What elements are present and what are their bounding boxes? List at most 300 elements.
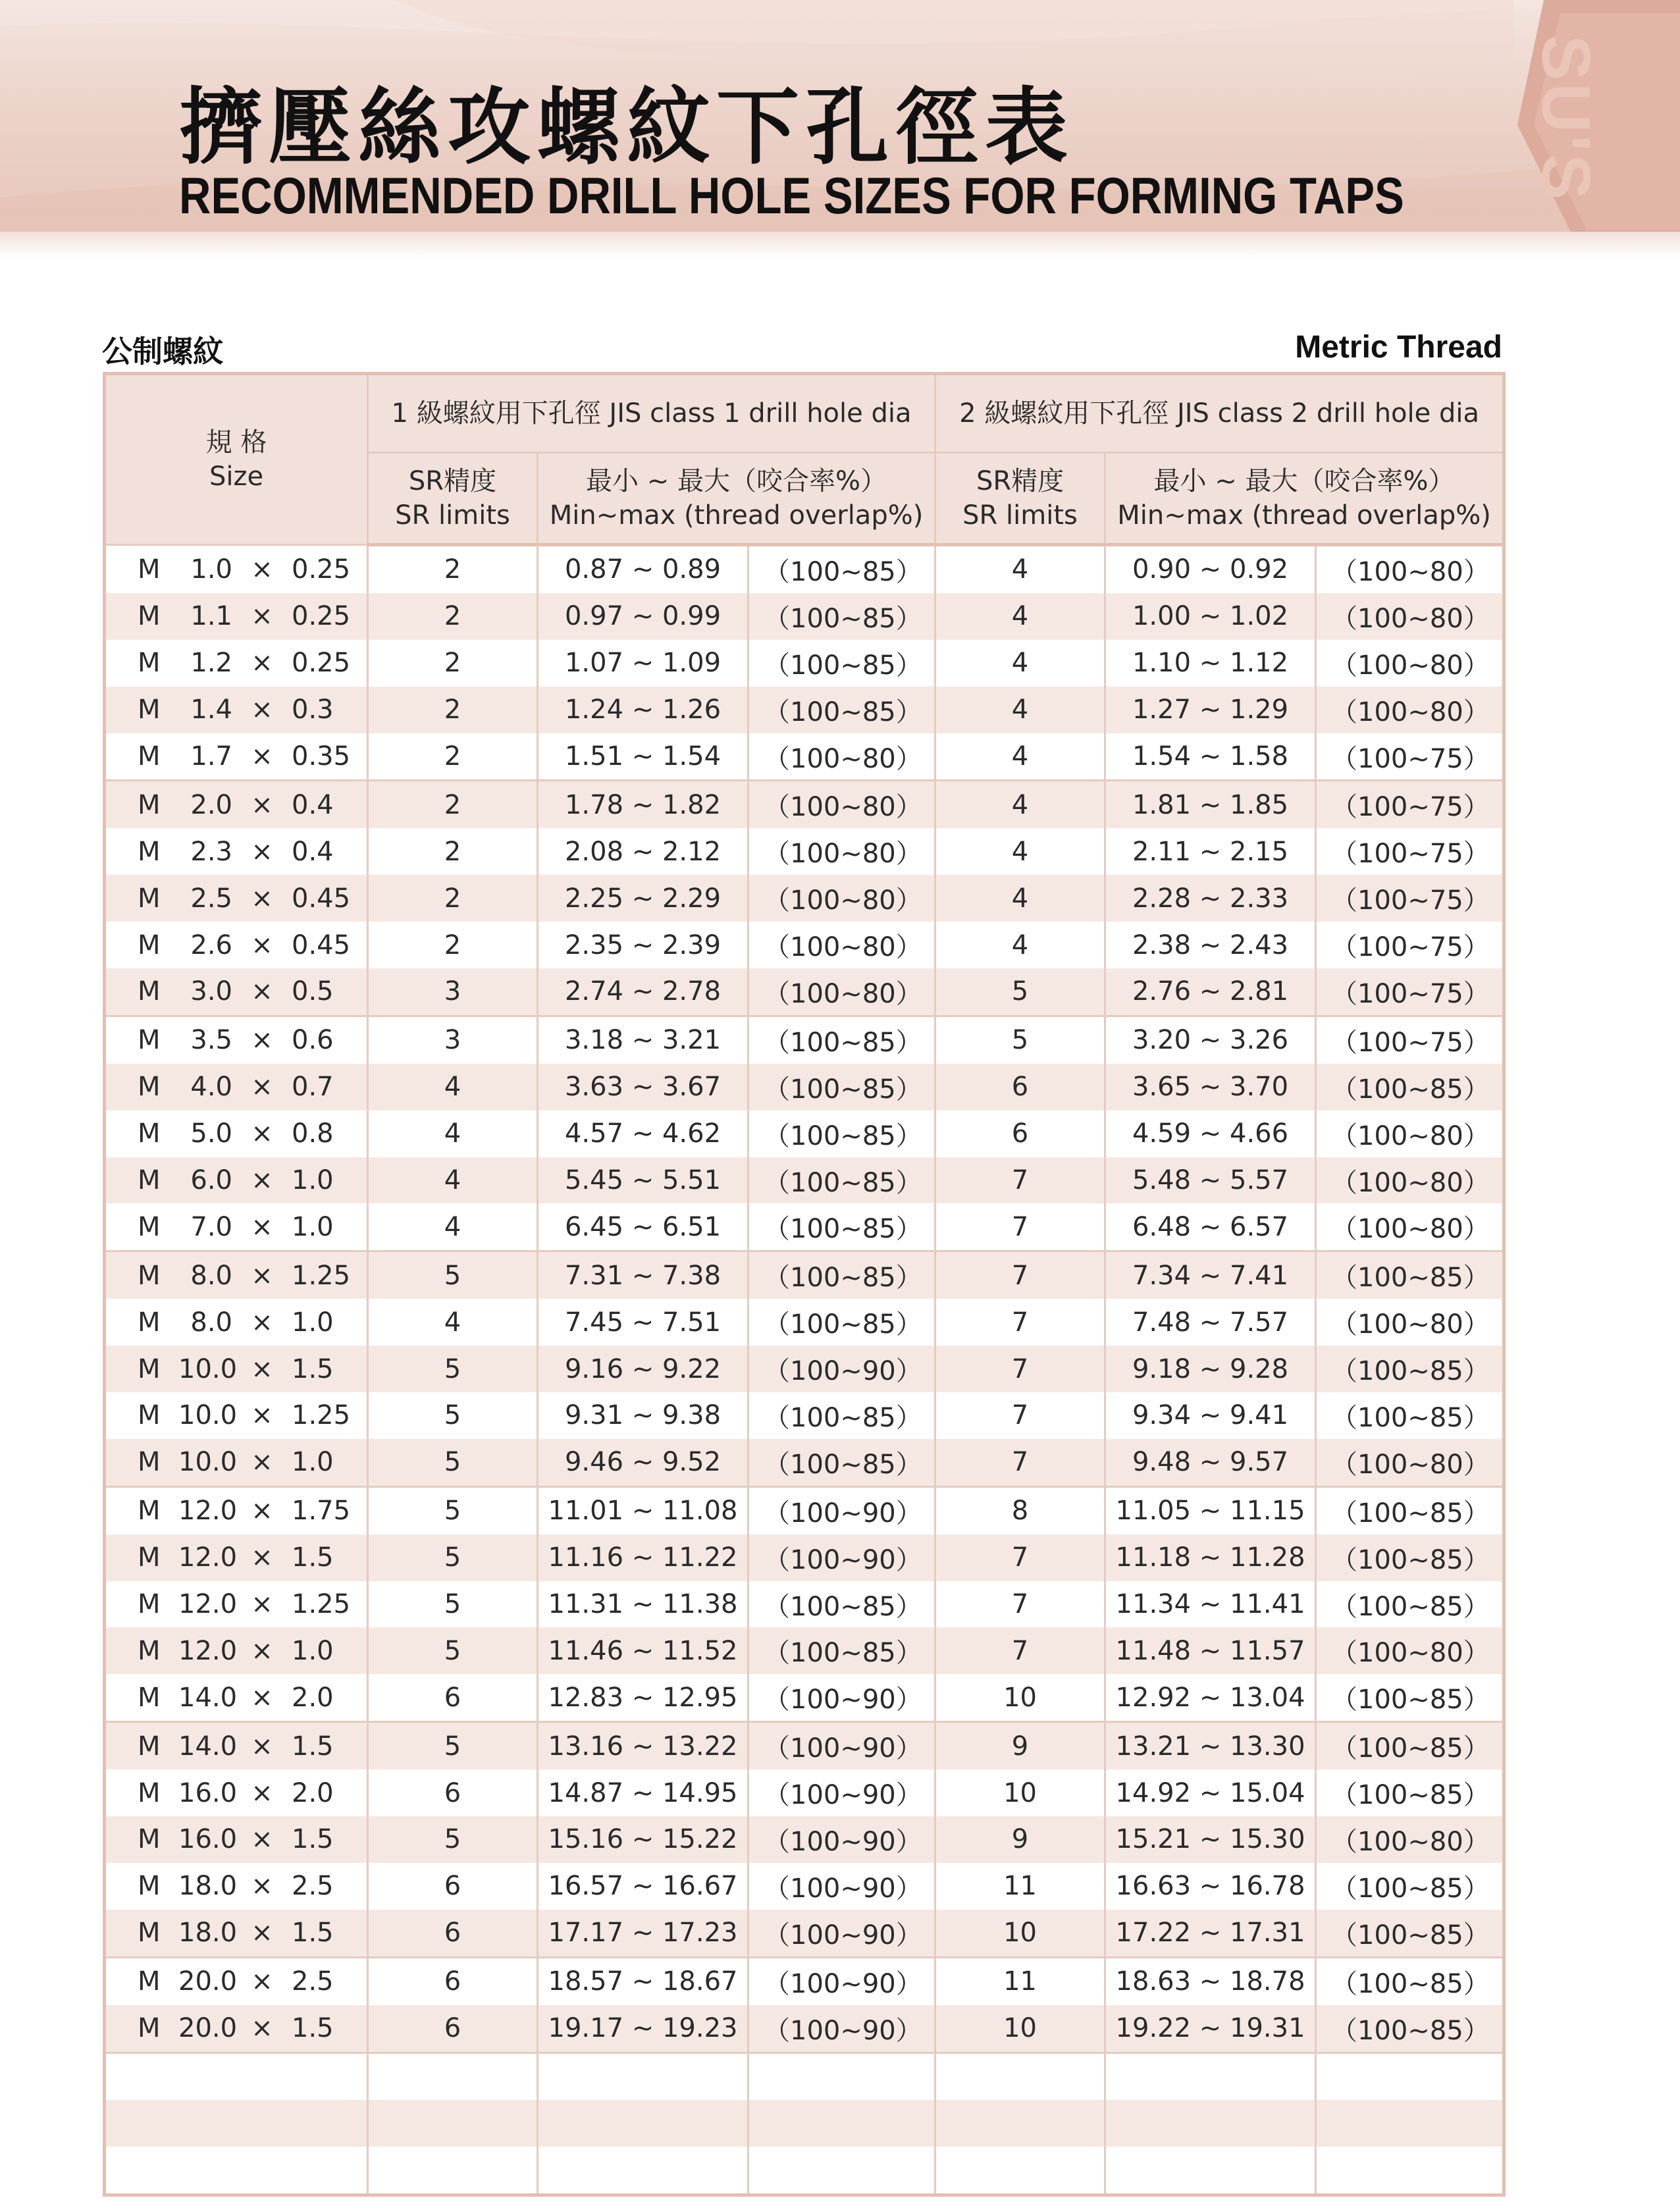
size-cell (105, 1016, 368, 1063)
overlap1-cell: （100~85） (748, 1627, 935, 1674)
range2-cell: 11.48 ~ 11.57 (1105, 1627, 1316, 1674)
range2-cell: 2.76 ~ 2.81 (1105, 968, 1316, 1016)
size-diameter: 4.0 (190, 1072, 232, 1103)
size-pitch: 0.6 (292, 1025, 334, 1056)
sr2-cell: 10 (935, 1769, 1105, 1816)
size-times: × (251, 1260, 273, 1291)
size-prefix: M (138, 1165, 161, 1196)
table-row (105, 1486, 1504, 1534)
sr1-cell: 6 (368, 1769, 538, 1816)
size-pitch: 1.0 (292, 1307, 334, 1338)
range1-cell: 6.45 ~ 6.51 (538, 1203, 748, 1251)
range1-cell: 7.31 ~ 7.38 (538, 1251, 748, 1299)
overlap2-cell: （100~80） (1316, 687, 1504, 733)
size-diameter: 1.7 (190, 741, 232, 772)
empty-cell (748, 2100, 935, 2147)
sr1-cell: 2 (368, 875, 538, 922)
size-cell (105, 968, 368, 1016)
overlap1-cell: （100~85） (748, 640, 935, 687)
sr1-cell: 3 (368, 968, 538, 1016)
size-prefix: M (138, 1072, 161, 1103)
size-cell (105, 1674, 368, 1721)
table-row (105, 781, 1504, 828)
range2-cell: 11.05 ~ 11.15 (1105, 1486, 1316, 1534)
sr2-cell: 7 (935, 1299, 1105, 1346)
overlap2-cell: （100~85） (1316, 1722, 1504, 1769)
overlap2-cell: （100~85） (1316, 1910, 1504, 1957)
sr2-cell: 10 (935, 2005, 1105, 2053)
range1-cell: 0.87 ~ 0.89 (538, 545, 748, 593)
size-pitch: 0.5 (292, 976, 334, 1007)
size-diameter: 8.0 (190, 1307, 232, 1338)
overlap2-cell: （100~85） (1316, 1769, 1504, 1816)
sr1-cell: 5 (368, 1816, 538, 1863)
overlap1-cell: （100~90） (748, 1674, 935, 1721)
size-cell (105, 1064, 368, 1111)
table-row (105, 1910, 1504, 1957)
sr1-cell: 4 (368, 1203, 538, 1251)
size-prefix: M (138, 976, 161, 1007)
empty-cell (105, 2147, 368, 2195)
empty-cell (368, 2053, 538, 2100)
size-cell (105, 545, 368, 593)
overlap2-cell: （100~80） (1316, 1439, 1504, 1486)
overlap2-cell: （100~75） (1316, 733, 1504, 781)
size-prefix: M (138, 1824, 161, 1855)
size-times: × (251, 1918, 273, 1949)
size-times: × (251, 694, 273, 725)
range2-cell: 6.48 ~ 6.57 (1105, 1203, 1316, 1251)
overlap1-cell: （100~85） (748, 593, 935, 640)
range1-cell: 9.46 ~ 9.52 (538, 1439, 748, 1486)
range2-cell: 7.34 ~ 7.41 (1105, 1251, 1316, 1299)
size-cell (105, 1299, 368, 1346)
overlap1-cell: （100~80） (748, 922, 935, 968)
sr2-cell: 11 (935, 1863, 1105, 1910)
range2-cell: 17.22 ~ 17.31 (1105, 1910, 1316, 1957)
size-times: × (251, 1447, 273, 1478)
size-times: × (251, 836, 273, 867)
size-pitch: 0.8 (292, 1118, 334, 1149)
size-cell (105, 875, 368, 922)
overlap2-cell: （100~75） (1316, 828, 1504, 875)
table-row (105, 1203, 1504, 1251)
size-times: × (251, 976, 273, 1007)
overlap1-cell: （100~85） (748, 1251, 935, 1299)
size-cell (105, 1769, 368, 1816)
table-row (105, 1957, 1504, 2004)
size-pitch: 1.5 (292, 1353, 334, 1384)
sr2-cell: 7 (935, 1392, 1105, 1439)
range1-cell: 5.45 ~ 5.51 (538, 1157, 748, 1204)
range1-cell: 9.16 ~ 9.22 (538, 1346, 748, 1392)
size-diameter: 2.5 (190, 883, 232, 914)
range2-cell: 2.11 ~ 2.15 (1105, 828, 1316, 875)
size-times: × (251, 1165, 273, 1196)
range1-cell: 2.08 ~ 2.12 (538, 828, 748, 875)
sr2-cell: 4 (935, 687, 1105, 733)
empty-cell (105, 2100, 368, 2147)
size-prefix: M (138, 1211, 161, 1242)
range1-cell: 15.16 ~ 15.22 (538, 1816, 748, 1863)
size-cell (105, 1203, 368, 1251)
sr2-cell: 6 (935, 1111, 1105, 1157)
range2-cell: 16.63 ~ 16.78 (1105, 1863, 1316, 1910)
size-cell (105, 781, 368, 828)
empty-cell (368, 2100, 538, 2147)
size-prefix: M (138, 1400, 161, 1431)
overlap1-cell: （100~90） (748, 1534, 935, 1581)
overlap2-cell: （100~75） (1316, 875, 1504, 922)
class2-header: 2 級螺紋用下孔徑 JIS class 2 drill hole dia (935, 374, 1504, 453)
range1-cell: 11.46 ~ 11.52 (538, 1627, 748, 1674)
size-diameter: 2.6 (190, 930, 232, 960)
size-prefix: M (138, 1682, 161, 1713)
size-cell (105, 640, 368, 687)
empty-cell (1316, 2100, 1504, 2147)
range1-cell: 17.17 ~ 17.23 (538, 1910, 748, 1957)
range1-cell: 2.25 ~ 2.29 (538, 875, 748, 922)
range1-cell: 18.57 ~ 18.67 (538, 1957, 748, 2004)
empty-cell (1105, 2100, 1316, 2147)
size-prefix: M (138, 1918, 161, 1949)
size-times: × (251, 741, 273, 772)
size-pitch: 2.5 (292, 1871, 334, 1902)
overlap1-cell: （100~90） (748, 1486, 935, 1534)
size-diameter: 2.0 (190, 789, 232, 820)
range2-cell: 12.92 ~ 13.04 (1105, 1674, 1316, 1721)
sr1-cell: 2 (368, 733, 538, 781)
range2-cell: 2.38 ~ 2.43 (1105, 922, 1316, 968)
table-row (105, 1863, 1504, 1910)
size-pitch: 1.5 (292, 1731, 334, 1762)
size-diameter: 2.3 (190, 836, 232, 867)
size-diameter: 14.0 (178, 1731, 238, 1762)
range1-cell: 1.51 ~ 1.54 (538, 733, 748, 781)
size-diameter: 1.0 (190, 554, 232, 585)
overlap2-cell: （100~85） (1316, 1346, 1504, 1392)
size-pitch: 1.25 (292, 1400, 351, 1431)
sr2-cell: 7 (935, 1346, 1105, 1392)
empty-cell (935, 2147, 1105, 2195)
size-diameter: 1.4 (190, 694, 232, 725)
size-header-cn: 規 格 (205, 427, 267, 458)
size-prefix: M (138, 789, 161, 820)
range2-cell: 1.81 ~ 1.85 (1105, 781, 1316, 828)
size-prefix: M (138, 554, 161, 585)
overlap2-cell: （100~80） (1316, 1203, 1504, 1251)
size-pitch: 0.3 (292, 694, 334, 725)
size-pitch: 0.4 (292, 789, 334, 820)
overlap2-cell: （100~75） (1316, 922, 1504, 968)
empty-cell (935, 2053, 1105, 2100)
size-cell (105, 1251, 368, 1299)
sr1-cell: 2 (368, 781, 538, 828)
size-pitch: 1.5 (292, 1918, 334, 1949)
overlap2-cell: （100~85） (1316, 1863, 1504, 1910)
empty-cell (748, 2053, 935, 2100)
sr1-cell: 4 (368, 1064, 538, 1111)
size-times: × (251, 1353, 273, 1384)
table-row (105, 2005, 1504, 2053)
size-cell (105, 1816, 368, 1863)
sr2-cell: 7 (935, 1157, 1105, 1204)
range1-cell: 2.74 ~ 2.78 (538, 968, 748, 1016)
overlap2-cell: （100~80） (1316, 640, 1504, 687)
overlap1-cell: （100~90） (748, 1769, 935, 1816)
range1-cell: 9.31 ~ 9.38 (538, 1392, 748, 1439)
range1-cell: 19.17 ~ 19.23 (538, 2005, 748, 2053)
sr1-cell: 2 (368, 593, 538, 640)
empty-cell (538, 2147, 748, 2195)
sr2-cell: 4 (935, 545, 1105, 593)
range2-cell: 7.48 ~ 7.57 (1105, 1299, 1316, 1346)
size-pitch: 1.25 (292, 1589, 351, 1620)
range1-cell: 1.24 ~ 1.26 (538, 687, 748, 733)
table-row (105, 593, 1504, 640)
size-cell (105, 1722, 368, 1769)
overlap2-cell: （100~80） (1316, 1111, 1504, 1157)
size-pitch: 2.5 (292, 1966, 334, 1997)
empty-cell (935, 2100, 1105, 2147)
size-times: × (251, 1966, 273, 1997)
size-diameter: 20.0 (178, 1966, 238, 1997)
table-row (105, 1392, 1504, 1439)
table-row (105, 1769, 1504, 1816)
size-pitch: 1.25 (292, 1260, 351, 1291)
size-diameter: 1.2 (190, 648, 232, 679)
sr-header-en: SR limits (395, 500, 510, 531)
overlap1-cell: （100~85） (748, 1064, 935, 1111)
sr1-cell: 2 (368, 640, 538, 687)
size-pitch: 1.5 (292, 2013, 334, 2044)
size-times: × (251, 1400, 273, 1431)
size-diameter: 12.0 (178, 1496, 238, 1527)
size-times: × (251, 789, 273, 820)
sr1-cell: 6 (368, 1957, 538, 2004)
overlap1-cell: （100~85） (748, 1016, 935, 1063)
size-pitch: 1.0 (292, 1447, 334, 1478)
overlap1-cell: （100~85） (748, 1157, 935, 1204)
size-diameter: 18.0 (178, 1871, 238, 1902)
size-diameter: 3.5 (190, 1025, 232, 1056)
range2-cell: 1.10 ~ 1.12 (1105, 640, 1316, 687)
sr2-cell: 9 (935, 1722, 1105, 1769)
range1-cell: 12.83 ~ 12.95 (538, 1674, 748, 1721)
sr1-cell: 2 (368, 922, 538, 968)
size-prefix: M (138, 1353, 161, 1384)
page-title-english: RECOMMENDED DRILL HOLE SIZES FOR FORMING TAPS (179, 167, 1404, 224)
size-diameter: 8.0 (190, 1260, 232, 1291)
size-diameter: 16.0 (178, 1777, 238, 1808)
empty-cell (368, 2147, 538, 2195)
size-pitch: 1.0 (292, 1635, 334, 1666)
sr1-cell: 5 (368, 1392, 538, 1439)
size-cell (105, 1910, 368, 1957)
range2-cell: 19.22 ~ 19.31 (1105, 2005, 1316, 2053)
sr1-cell: 2 (368, 545, 538, 593)
overlap1-cell: （100~90） (748, 2005, 935, 2053)
size-pitch: 0.45 (292, 930, 351, 960)
size-diameter: 7.0 (190, 1211, 232, 1242)
sr1-cell: 5 (368, 1439, 538, 1486)
range-header-cn: 最小 ~ 最大（咬合率%） (1153, 466, 1455, 496)
size-prefix: M (138, 930, 161, 960)
size-cell (105, 1392, 368, 1439)
size-cell (105, 1863, 368, 1910)
size-cell (105, 733, 368, 781)
sr1-cell: 5 (368, 1534, 538, 1581)
size-times: × (251, 1731, 273, 1762)
range1-cell: 16.57 ~ 16.67 (538, 1863, 748, 1910)
size-pitch: 2.0 (292, 1777, 334, 1808)
range-header-en: Min~max (thread overlap%) (549, 500, 924, 531)
table-row (105, 922, 1504, 968)
size-prefix: M (138, 648, 161, 679)
banner-fade (0, 232, 1680, 258)
size-cell (105, 1439, 368, 1486)
empty-cell (538, 2100, 748, 2147)
range-header-cn: 最小 ~ 最大（咬合率%） (586, 466, 887, 496)
table-row (105, 1064, 1504, 1111)
sr2-cell: 4 (935, 828, 1105, 875)
size-cell (105, 1627, 368, 1674)
size-diameter: 3.0 (190, 976, 232, 1007)
size-prefix: M (138, 1118, 161, 1149)
size-times: × (251, 930, 273, 960)
sr1-cell: 4 (368, 1299, 538, 1346)
empty-row (105, 2147, 1504, 2195)
range1-cell: 4.57 ~ 4.62 (538, 1111, 748, 1157)
empty-cell (1316, 2147, 1504, 2195)
size-cell (105, 687, 368, 733)
range2-cell: 9.18 ~ 9.28 (1105, 1346, 1316, 1392)
size-prefix: M (138, 2013, 161, 2044)
sr2-cell: 7 (935, 1203, 1105, 1251)
range2-cell: 3.65 ~ 3.70 (1105, 1064, 1316, 1111)
table-row (105, 1581, 1504, 1628)
range2-cell: 15.21 ~ 15.30 (1105, 1816, 1316, 1863)
size-pitch: 0.25 (292, 554, 351, 585)
size-diameter: 6.0 (190, 1165, 232, 1196)
size-diameter: 5.0 (190, 1118, 232, 1149)
range-header-class1 (538, 453, 935, 545)
range2-cell: 14.92 ~ 15.04 (1105, 1769, 1316, 1816)
size-diameter: 10.0 (178, 1447, 238, 1478)
overlap2-cell: （100~85） (1316, 1251, 1504, 1299)
range-header-en: Min~max (thread overlap%) (1117, 500, 1491, 531)
sr-header-cn: SR精度 (976, 466, 1064, 496)
size-pitch: 1.75 (292, 1496, 351, 1527)
range1-cell: 13.16 ~ 13.22 (538, 1722, 748, 1769)
overlap1-cell: （100~90） (748, 1816, 935, 1863)
size-pitch: 0.7 (292, 1072, 334, 1103)
size-pitch: 2.0 (292, 1682, 334, 1713)
overlap2-cell: （100~85） (1316, 1392, 1504, 1439)
sr2-cell: 4 (935, 733, 1105, 781)
range2-cell: 9.48 ~ 9.57 (1105, 1439, 1316, 1486)
sr2-cell: 4 (935, 922, 1105, 968)
sr2-cell: 5 (935, 968, 1105, 1016)
size-times: × (251, 1824, 273, 1855)
empty-cell (1105, 2053, 1316, 2100)
overlap1-cell: （100~80） (748, 781, 935, 828)
range2-cell: 0.90 ~ 0.92 (1105, 545, 1316, 593)
sr-header-class2 (935, 453, 1105, 545)
table-row (105, 687, 1504, 733)
size-pitch: 1.0 (292, 1211, 334, 1242)
size-prefix: M (138, 1260, 161, 1291)
sr2-cell: 7 (935, 1581, 1105, 1628)
range1-cell: 1.78 ~ 1.82 (538, 781, 748, 828)
size-pitch: 0.25 (292, 601, 351, 632)
sr2-cell: 9 (935, 1816, 1105, 1863)
drill-size-table (103, 372, 1506, 2197)
empty-cell (748, 2147, 935, 2195)
sr1-cell: 6 (368, 2005, 538, 2053)
sr2-cell: 10 (935, 1674, 1105, 1721)
overlap1-cell: （100~90） (748, 1957, 935, 2004)
size-diameter: 12.0 (178, 1589, 238, 1620)
sr2-cell: 6 (935, 1064, 1105, 1111)
overlap2-cell: （100~80） (1316, 545, 1504, 593)
size-times: × (251, 1118, 273, 1149)
sr-header-en: SR limits (962, 500, 1078, 531)
size-times: × (251, 1871, 273, 1902)
size-cell (105, 1957, 368, 2004)
size-prefix: M (138, 1496, 161, 1527)
size-times: × (251, 1025, 273, 1056)
overlap1-cell: （100~85） (748, 1581, 935, 1628)
range2-cell: 3.20 ~ 3.26 (1105, 1016, 1316, 1063)
size-pitch: 0.45 (292, 883, 351, 914)
empty-cell (538, 2053, 748, 2100)
size-prefix: M (138, 1871, 161, 1902)
sr2-cell: 4 (935, 781, 1105, 828)
overlap2-cell: （100~85） (1316, 1486, 1504, 1534)
overlap1-cell: （100~85） (748, 687, 935, 733)
sr2-cell: 4 (935, 640, 1105, 687)
page-title-chinese: 擠壓絲攻螺紋下孔徑表 (179, 78, 1074, 176)
table-body (105, 545, 1504, 2195)
table-row (105, 1299, 1504, 1346)
size-prefix: M (138, 1025, 161, 1056)
sr1-cell: 5 (368, 1627, 538, 1674)
range1-cell: 11.31 ~ 11.38 (538, 1581, 748, 1628)
size-prefix: M (138, 883, 161, 914)
overlap2-cell: （100~85） (1316, 1674, 1504, 1721)
size-header (105, 374, 368, 545)
overlap2-cell: （100~85） (1316, 1957, 1504, 2004)
size-prefix: M (138, 836, 161, 867)
table-row (105, 1157, 1504, 1204)
size-diameter: 14.0 (178, 1682, 238, 1713)
overlap1-cell: （100~85） (748, 1392, 935, 1439)
table-row (105, 1251, 1504, 1299)
range1-cell: 11.16 ~ 11.22 (538, 1534, 748, 1581)
range2-cell: 1.54 ~ 1.58 (1105, 733, 1316, 781)
overlap2-cell: （100~80） (1316, 1157, 1504, 1204)
size-times: × (251, 1307, 273, 1338)
size-times: × (251, 648, 273, 679)
sr2-cell: 7 (935, 1627, 1105, 1674)
sr2-cell: 7 (935, 1251, 1105, 1299)
sr2-cell: 10 (935, 1910, 1105, 1957)
sr2-cell: 4 (935, 593, 1105, 640)
empty-cell (105, 2053, 368, 2100)
size-times: × (251, 1072, 273, 1103)
empty-cell (1105, 2147, 1316, 2195)
